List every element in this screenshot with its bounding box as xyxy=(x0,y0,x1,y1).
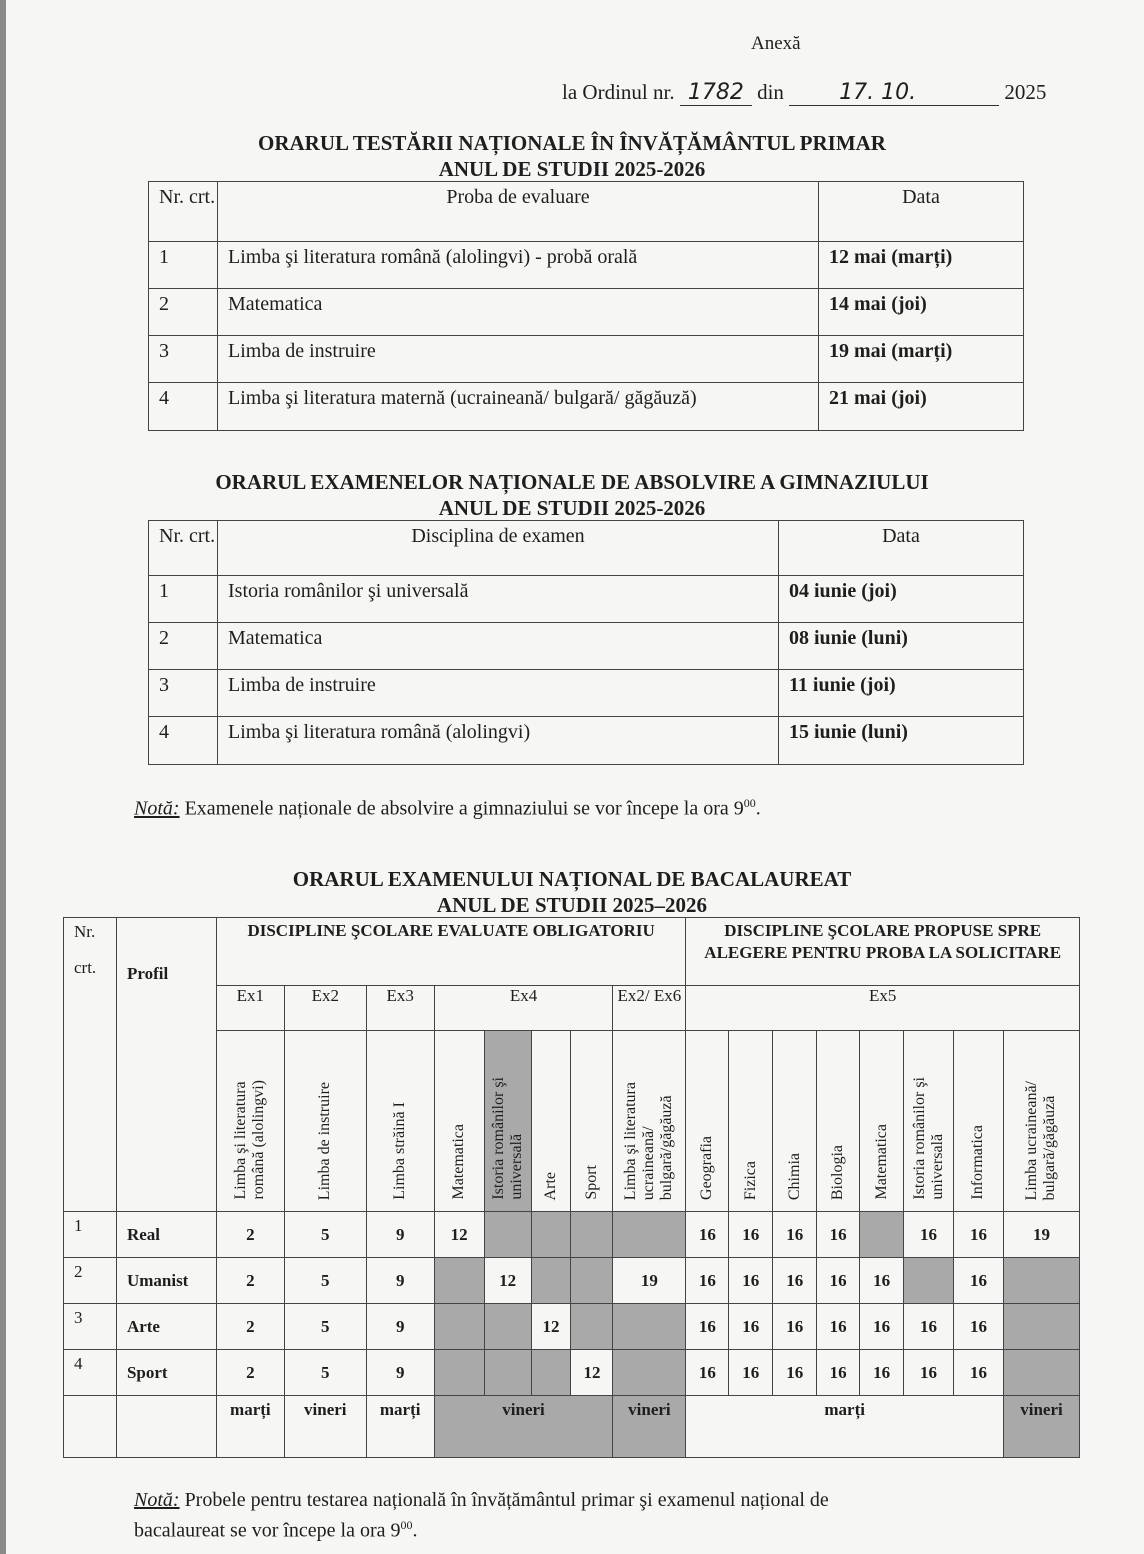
subject-label: Limba şi literatura română (alolingvi) xyxy=(232,1080,268,1200)
schedule-cell: 16 xyxy=(686,1212,729,1258)
schedule-cell xyxy=(571,1258,613,1304)
ex2-header: Ex2 xyxy=(284,986,366,1031)
row-nr: 3 xyxy=(64,1304,117,1350)
subject-header xyxy=(904,1031,954,1212)
schedule-cell xyxy=(484,1304,531,1350)
ex4-header: Ex4 xyxy=(434,986,613,1031)
schedule-cell: 16 xyxy=(904,1304,954,1350)
table-row xyxy=(149,717,1024,765)
table-row xyxy=(64,1304,1080,1350)
subject-label: Biologia xyxy=(829,1144,847,1200)
col-proba-header: Proba de evaluare xyxy=(218,182,819,242)
schedule-cell: 9 xyxy=(366,1258,434,1304)
subject-label: Informatica xyxy=(969,1125,987,1200)
schedule-cell: 16 xyxy=(773,1258,817,1304)
schedule-cell xyxy=(434,1350,484,1396)
schedule-cell: 2 xyxy=(216,1350,284,1396)
row-date: 15 iunie (luni) xyxy=(779,717,1024,765)
schedule-cell: 5 xyxy=(284,1304,366,1350)
row-nr: 1 xyxy=(149,242,218,289)
schedule-cell xyxy=(531,1212,571,1258)
schedule-cell xyxy=(860,1212,904,1258)
day-cell: marți xyxy=(366,1396,434,1458)
row-date: 11 iunie (joi) xyxy=(779,670,1024,717)
subject-header xyxy=(531,1031,571,1212)
schedule-cell: 5 xyxy=(284,1212,366,1258)
col-disciplina-header: Disciplina de examen xyxy=(218,521,779,576)
schedule-cell: 19 xyxy=(613,1258,686,1304)
schedule-cell: 16 xyxy=(686,1350,729,1396)
subject-header-row xyxy=(64,1031,1080,1212)
anexa-label: Anexă xyxy=(751,33,801,54)
schedule-cell xyxy=(1003,1350,1079,1396)
subject-label: Geografia xyxy=(698,1136,716,1200)
subject-label: Matematica xyxy=(450,1124,468,1200)
schedule-cell xyxy=(1003,1304,1079,1350)
schedule-cell xyxy=(531,1350,571,1396)
schedule-cell: 16 xyxy=(686,1304,729,1350)
row-nr: 1 xyxy=(64,1212,117,1258)
note-end: . xyxy=(755,797,761,820)
row-profil: Real xyxy=(116,1212,216,1258)
schedule-cell: 16 xyxy=(860,1258,904,1304)
subject-label: Chimia xyxy=(785,1152,803,1200)
table-row xyxy=(149,383,1024,431)
row-profil: Sport xyxy=(116,1350,216,1396)
order-prefix: la Ordinul nr. xyxy=(562,80,675,104)
note-text: Examenele naționale de absolvire a gimnaziului se vor începe la ora 9 xyxy=(179,797,744,820)
subject-label: Arte xyxy=(542,1171,560,1200)
section1-title-line1: ORARUL TESTĂRII NAȚIONALE ÎN ÎNVĂȚĂMÂNTUL PRIMAR xyxy=(258,131,886,155)
note-end: . xyxy=(412,1519,418,1542)
subject-label: Limba străină I xyxy=(391,1102,409,1200)
subject-header xyxy=(1003,1031,1079,1212)
subject-header xyxy=(954,1031,1004,1212)
subject-header xyxy=(216,1031,284,1212)
row-date: 19 mai (marți) xyxy=(819,336,1024,383)
order-date: 17. 10. xyxy=(789,80,999,106)
subject-header xyxy=(484,1031,531,1212)
row-nr: 2 xyxy=(149,289,218,336)
schedule-cell xyxy=(531,1258,571,1304)
day-cell: vineri xyxy=(1003,1396,1079,1458)
section3-title xyxy=(0,866,1144,918)
row-date: 08 iunie (luni) xyxy=(779,623,1024,670)
row-date: 21 mai (joi) xyxy=(819,383,1024,431)
note-label: Notă: xyxy=(134,1489,180,1511)
table-row xyxy=(149,623,1024,670)
group-obligatorii: DISCIPLINE ŞCOLARE EVALUATE OBLIGATORIU xyxy=(216,918,686,986)
schedule-cell xyxy=(613,1212,686,1258)
row-date: 04 iunie (joi) xyxy=(779,576,1024,623)
row-nr: 3 xyxy=(149,670,218,717)
schedule-cell xyxy=(484,1350,531,1396)
day-cell: marți xyxy=(216,1396,284,1458)
schedule-cell: 9 xyxy=(366,1350,434,1396)
schedule-cell: 5 xyxy=(284,1258,366,1304)
subject-label: Limba de instruire xyxy=(316,1081,334,1200)
days-row xyxy=(64,1396,1080,1458)
empty-cell xyxy=(116,1396,216,1458)
schedule-cell xyxy=(434,1304,484,1350)
schedule-cell: 16 xyxy=(904,1212,954,1258)
row-nr: 4 xyxy=(149,717,218,765)
row-name: Limba şi literatura maternă (ucraineană/ bulgară/ găgăuză) xyxy=(218,383,819,431)
section2-title-line1: ORARUL EXAMENELOR NAȚIONALE DE ABSOLVIRE A GIMNAZIULUI xyxy=(215,470,929,494)
row-name: Limba de instruire xyxy=(218,670,779,717)
schedule-cell xyxy=(571,1304,613,1350)
order-year: 2025 xyxy=(1004,80,1047,104)
col-data-header: Data xyxy=(819,182,1024,242)
schedule-cell xyxy=(613,1304,686,1350)
row-nr: 2 xyxy=(149,623,218,670)
schedule-cell: 12 xyxy=(434,1212,484,1258)
subject-label: Sport xyxy=(582,1165,600,1200)
day-cell: vineri xyxy=(284,1396,366,1458)
subject-header xyxy=(860,1031,904,1212)
subject-header xyxy=(729,1031,773,1212)
row-nr: 2 xyxy=(64,1258,117,1304)
row-nr: 1 xyxy=(149,576,218,623)
row-name: Matematica xyxy=(218,289,819,336)
schedule-cell: 16 xyxy=(904,1350,954,1396)
subject-header xyxy=(366,1031,434,1212)
schedule-cell: 16 xyxy=(817,1258,860,1304)
gymnasium-exams-table xyxy=(148,520,1024,765)
schedule-cell xyxy=(571,1212,613,1258)
ex5-header: Ex5 xyxy=(686,986,1080,1031)
schedule-cell: 16 xyxy=(817,1212,860,1258)
note-sup: 00 xyxy=(743,796,756,810)
primary-testing-table xyxy=(148,181,1024,431)
section2-title-line2: ANUL DE STUDII 2025-2026 xyxy=(438,496,706,520)
schedule-cell: 16 xyxy=(954,1212,1004,1258)
schedule-cell: 16 xyxy=(817,1350,860,1396)
section3-title-line1: ORARUL EXAMENULUI NAȚIONAL DE BACALAUREAT xyxy=(292,867,852,891)
subject-label: Matematica xyxy=(872,1124,890,1200)
schedule-cell xyxy=(434,1258,484,1304)
schedule-cell xyxy=(484,1212,531,1258)
subject-header xyxy=(773,1031,817,1212)
day-cell: vineri xyxy=(613,1396,686,1458)
table-row xyxy=(64,1258,1080,1304)
schedule-cell: 16 xyxy=(773,1304,817,1350)
row-date: 14 mai (joi) xyxy=(819,289,1024,336)
row-nr: 3 xyxy=(149,336,218,383)
bac-col-profil: Profil xyxy=(116,918,216,1212)
schedule-cell: 16 xyxy=(954,1350,1004,1396)
schedule-cell: 16 xyxy=(686,1258,729,1304)
schedule-cell: 12 xyxy=(531,1304,571,1350)
subject-header xyxy=(817,1031,860,1212)
schedule-cell: 16 xyxy=(817,1304,860,1350)
scan-edge xyxy=(0,0,6,1554)
table-row xyxy=(149,242,1024,289)
schedule-cell: 19 xyxy=(1003,1212,1079,1258)
schedule-cell xyxy=(1003,1258,1079,1304)
bac-note xyxy=(134,1488,829,1544)
col-data-header: Data xyxy=(779,521,1024,576)
schedule-cell: 16 xyxy=(729,1212,773,1258)
subject-header xyxy=(434,1031,484,1212)
schedule-cell: 16 xyxy=(729,1304,773,1350)
bac-col-nr-b: crt. xyxy=(74,958,97,977)
table-row xyxy=(149,670,1024,717)
schedule-cell: 5 xyxy=(284,1350,366,1396)
table-row xyxy=(149,289,1024,336)
schedule-cell: 2 xyxy=(216,1304,284,1350)
schedule-cell: 9 xyxy=(366,1304,434,1350)
day-cell: vineri xyxy=(434,1396,613,1458)
subject-header xyxy=(284,1031,366,1212)
order-reference xyxy=(562,80,1046,106)
schedule-cell xyxy=(613,1350,686,1396)
section2-title xyxy=(0,469,1144,521)
schedule-cell: 16 xyxy=(729,1258,773,1304)
subject-label: Istoria românilor şi universală xyxy=(489,1077,525,1200)
row-name: Limba de instruire xyxy=(218,336,819,383)
bacalaureat-table xyxy=(63,917,1080,1458)
row-date: 12 mai (marți) xyxy=(819,242,1024,289)
row-name: Istoria românilor şi universală xyxy=(218,576,779,623)
ex1-header: Ex1 xyxy=(216,986,284,1031)
col-nr-header: Nr. crt. xyxy=(149,521,218,576)
subject-header xyxy=(613,1031,686,1212)
group-alegere: DISCIPLINE ŞCOLARE PROPUSE SPRE ALEGERE PENTRU PROBA LA SOLICITARE xyxy=(686,918,1080,986)
subject-header xyxy=(686,1031,729,1212)
schedule-cell: 16 xyxy=(860,1350,904,1396)
subject-label: Limba ucraineană/ bulgară/găgăuză xyxy=(1023,1080,1059,1200)
subject-header xyxy=(571,1031,613,1212)
section1-title-line2: ANUL DE STUDII 2025-2026 xyxy=(438,157,706,181)
order-din: din xyxy=(757,80,784,104)
subject-label: Limba şi literatura ucraineană/ bulgară/găgăuză xyxy=(622,1081,676,1200)
note-sup: 00 xyxy=(400,1518,413,1532)
subject-label: Fizica xyxy=(741,1160,759,1200)
schedule-cell: 16 xyxy=(773,1212,817,1258)
schedule-cell: 12 xyxy=(484,1258,531,1304)
bac-col-nr xyxy=(64,918,117,1212)
table-row xyxy=(149,336,1024,383)
schedule-cell: 16 xyxy=(773,1350,817,1396)
order-number: 1782 xyxy=(680,80,752,106)
bac-col-nr-a: Nr. xyxy=(74,922,96,941)
row-name: Limba şi literatura română (alolingvi) xyxy=(218,717,779,765)
table-row xyxy=(64,1212,1080,1258)
row-profil: Umanist xyxy=(116,1258,216,1304)
schedule-cell: 2 xyxy=(216,1212,284,1258)
schedule-cell xyxy=(904,1258,954,1304)
section3-title-line2: ANUL DE STUDII 2025–2026 xyxy=(436,893,708,917)
schedule-cell: 16 xyxy=(954,1304,1004,1350)
row-nr: 4 xyxy=(64,1350,117,1396)
row-name: Limba şi literatura română (alolingvi) - probă orală xyxy=(218,242,819,289)
gymnasium-note xyxy=(134,796,761,821)
schedule-cell: 12 xyxy=(571,1350,613,1396)
table-row xyxy=(149,576,1024,623)
schedule-cell: 16 xyxy=(954,1258,1004,1304)
ex2-ex6-header: Ex2/ Ex6 xyxy=(613,986,686,1031)
schedule-cell: 16 xyxy=(860,1304,904,1350)
schedule-cell: 9 xyxy=(366,1212,434,1258)
day-cell: marți xyxy=(686,1396,1004,1458)
row-name: Matematica xyxy=(218,623,779,670)
schedule-cell: 2 xyxy=(216,1258,284,1304)
empty-cell xyxy=(64,1396,117,1458)
col-nr-header: Nr. crt. xyxy=(149,182,218,242)
row-profil: Arte xyxy=(116,1304,216,1350)
ex3-header: Ex3 xyxy=(366,986,434,1031)
table-row xyxy=(64,1350,1080,1396)
schedule-cell: 16 xyxy=(729,1350,773,1396)
note-line1: Probele pentru testarea națională în învățământul primar şi examenul național de xyxy=(179,1489,829,1511)
row-nr: 4 xyxy=(149,383,218,431)
section1-title xyxy=(0,130,1144,182)
subject-label: Istoria românilor şi universală xyxy=(910,1077,946,1200)
note-line2: bacalaureat se vor începe la ora 9 xyxy=(134,1519,401,1542)
note-label: Notă: xyxy=(134,797,180,820)
